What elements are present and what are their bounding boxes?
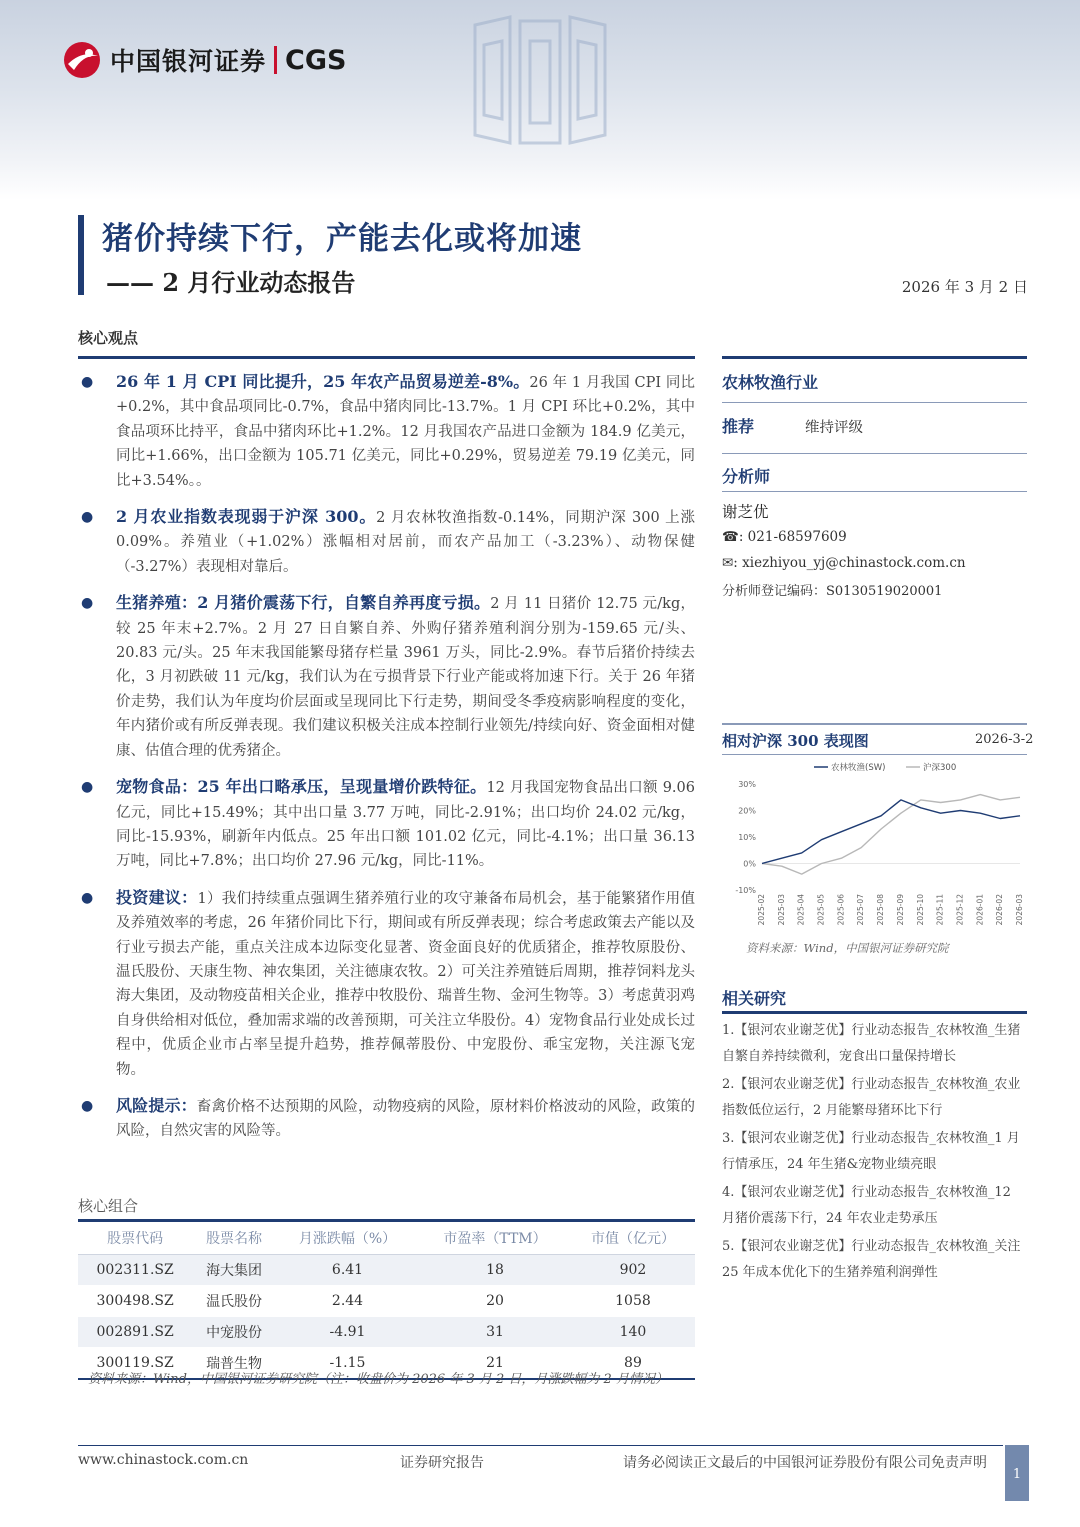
rating-label: 推荐 — [722, 417, 755, 436]
view-bullet — [78, 370, 695, 493]
x-tick-label: 2025-03 — [776, 894, 786, 926]
relative-performance-chart — [722, 758, 1027, 936]
table-cell: 瑞普生物 — [192, 1348, 276, 1380]
column-header: 月涨跌幅（%） — [276, 1221, 419, 1255]
bullet-body: 12 月我国宠物食品出口额 9.06 亿元，同比+15.49%；其中出口量 3.77 万吨，同比-2.91%；出口均价 24.02 元/kg，同比-15.93%，刷新年内低点。25 年出口额 101.02 亿元，同比-4.1%；出口量 36.13 万吨，同比+7.8%；出口均价 27.96 元/kg，同比-11%。 — [116, 780, 695, 870]
portfolio-table — [78, 1219, 695, 1380]
sidebar-rule — [722, 491, 1027, 492]
table-cell: 300119.SZ — [78, 1348, 192, 1380]
bullet-dot-icon: ● — [81, 779, 94, 796]
table-cell: 31 — [419, 1317, 571, 1348]
table-header-row — [78, 1221, 695, 1255]
bullet-body: 26 年 1 月我国 CPI 同比+0.2%，其中食品项同比-0.7%，食品中猪肉同比-13.7%。1 月 CPI 环比+0.2%，其中食品项环比持平，食品中猪肉环比+1.2%。12 月我国农产品进口金额为 184.9 亿美元，同比+1.66%，出口金额为 105.71 亿美元，同比+0.29%，贸易逆差 79.19 亿美元，同比+3.54%。。 — [116, 375, 695, 489]
rating-value: 维持评级 — [805, 420, 863, 436]
legend-label: 沪深300 — [923, 763, 957, 773]
related-list — [722, 1018, 1027, 1288]
x-tick-label: 2026-01 — [975, 894, 985, 926]
table-cell: -4.91 — [276, 1317, 419, 1348]
column-header: 市盈率（TTM） — [419, 1221, 571, 1255]
bullet-body: 1）我们持续重点强调生猪养殖行业的攻守兼备布局机会，基于能繁猪作用值及养殖效率的考虑，26 年猪价同比下行，期间或有所反弹表现；综合考虑政策去产能以及行业亏损去产能，重点关注成本边际变化显著、资金面良好的优质猪企，推荐牧原股份、温氏股份、天康生物、神农集团，关注德康农牧。2）可关注养殖链后周期，推荐饲料龙头海大集团，及动物疫苗相关企业，推荐中牧股份、瑞普生物、金河生物等。3）考虑黄羽鸡自身供给相对低位，叠加需求端的改善预期，可关注立华股份。4）宠物食品行业处成长过程中，优质企业市占率呈提升趋势，推荐佩蒂股份、中宠股份、乖宝宠物，关注源飞宠物。 — [116, 890, 695, 1078]
view-bullet — [78, 1094, 695, 1144]
chart-series — [762, 795, 1020, 875]
core-views-label: 核心观点 — [78, 329, 139, 347]
y-tick-label: 0% — [743, 859, 756, 869]
sidebar-top-rule — [722, 356, 1027, 359]
footer-website[interactable]: www.chinastock.com.cn — [78, 1452, 249, 1468]
x-tick-label: 2025-07 — [856, 894, 866, 926]
report-date: 2026 年 3 月 2 日 — [901, 278, 1028, 296]
title-accent-bar — [78, 215, 84, 295]
related-item[interactable]: 4.【银河农业谢芝优】行业动态报告_农林牧渔_12 月猪价震荡下行，24 年农业走势承压 — [722, 1185, 1011, 1226]
bullet-dot-icon: ● — [81, 509, 94, 526]
column-header: 股票代码 — [78, 1221, 192, 1255]
table-cell: 902 — [571, 1255, 695, 1286]
bullet-heading: 26 年 1 月 CPI 同比提升，25 年农产品贸易逆差-8%。 — [116, 372, 530, 391]
table-cell: 1058 — [571, 1286, 695, 1317]
chart-title-rule — [722, 754, 1027, 755]
x-tick-label: 2025-08 — [876, 894, 886, 926]
analyst-reg-code: 分析师登记编码：S0130519020001 — [722, 584, 943, 599]
x-tick-label: 2025-10 — [915, 894, 925, 926]
table-cell: 21 — [419, 1348, 571, 1380]
series-line — [762, 800, 1020, 864]
analyst-phone-row — [722, 529, 847, 545]
core-views-rule — [78, 356, 695, 359]
view-bullet — [78, 775, 695, 874]
portfolio-source: 资料来源：Wind，中国银河证券研究院（注：收盘价为 2026 年 3 月 2 日，月涨跌幅为 2 月情况） — [88, 1372, 668, 1387]
bullet-heading: 风险提示： — [116, 1095, 197, 1115]
x-tick-label: 2026-02 — [995, 894, 1005, 926]
table-cell: 20 — [419, 1286, 571, 1317]
sidebar-rule — [722, 402, 1027, 403]
report-subtitle: —— 2 月行业动态报告 — [106, 268, 356, 297]
column-header: 市值（亿元） — [571, 1221, 695, 1255]
view-bullet — [78, 591, 695, 763]
related-item[interactable]: 3.【银河农业谢芝优】行业动态报告_农林牧渔_1 月行情承压，24 年生猪&宠物业绩亮眼 — [722, 1131, 1020, 1172]
view-bullet — [78, 505, 695, 579]
chart-source: 资料来源：Wind，中国银河证券研究院 — [746, 941, 949, 955]
bullet-heading: 宠物食品：25 年出口略承压，呈现量增价跌特征。 — [116, 777, 487, 797]
y-tick-label: 10% — [738, 833, 756, 842]
analyst-email[interactable]: xiezhiyou_yj@chinastock.com.cn — [742, 555, 966, 571]
related-label: 相关研究 — [722, 989, 787, 1008]
x-tick-label: 2025-02 — [757, 894, 766, 926]
x-tick-label: 2025-04 — [796, 894, 806, 926]
table-row — [78, 1286, 695, 1317]
x-tick-label: 2025-11 — [935, 894, 945, 926]
related-rule — [722, 1011, 1027, 1014]
table-cell: 2.44 — [276, 1286, 419, 1317]
bullet-dot-icon: ● — [81, 889, 94, 906]
chart-axes — [735, 780, 1024, 925]
logo-name-en: CGS — [285, 44, 347, 76]
related-item[interactable]: 5.【银河农业谢芝优】行业动态报告_农林牧渔_关注 25 年成本优化下的生猪养殖利润弹性 — [722, 1239, 1021, 1280]
bullet-body: 畜禽价格不达预期的风险，动物疫病的风险，原材料价格波动的风险，政策的风险，自然灾害的风险等。 — [116, 1098, 695, 1140]
footer-disclaimer: 请务必阅读正文最后的中国银河证券股份有限公司免责声明 — [623, 1455, 987, 1471]
analyst-email-row — [722, 555, 966, 571]
footer-report-type: 证券研究报告 — [400, 1455, 484, 1471]
table-cell: 6.41 — [276, 1255, 419, 1286]
industry-name: 农林牧渔行业 — [722, 373, 819, 392]
chart-date: 2026-3-2 — [975, 732, 1034, 747]
table-cell: 300498.SZ — [78, 1286, 192, 1317]
logo-divider — [274, 46, 277, 74]
chart-top-rule — [722, 723, 1027, 725]
table-cell: 海大集团 — [192, 1255, 276, 1286]
chart-title: 相对沪深 300 表现图 — [722, 732, 869, 750]
bullet-body: 2 月农林牧渔指数-0.14%，同期沪深 300 上涨 0.09%。养殖业（+1.02%）涨幅相对居前，而农产品加工（-3.23%）、动物保健（-3.27%）表现相对靠后。 — [116, 510, 695, 575]
sidebar-rule — [722, 453, 1027, 454]
bullet-heading: 2 月农业指数表现弱于沪深 300。 — [116, 507, 377, 527]
phone-icon: ☎: — [722, 529, 744, 545]
series-line — [762, 795, 1020, 875]
report-title: 猪价持续下行，产能去化或将加速 — [102, 221, 582, 257]
analyst-phone: 021-68597609 — [747, 529, 847, 545]
email-icon: ✉: — [722, 555, 738, 571]
bullet-dot-icon: ● — [81, 595, 94, 612]
y-tick-label: 20% — [738, 806, 756, 816]
table-cell: 18 — [419, 1255, 571, 1286]
company-logo — [62, 40, 346, 80]
bullet-dot-icon: ● — [81, 374, 94, 390]
table-cell: 002311.SZ — [78, 1255, 192, 1286]
table-cell: 温氏股份 — [192, 1286, 276, 1317]
related-item[interactable]: 1.【银河农业谢芝优】行业动态报告_农林牧渔_生猪自繁自养持续微利，宠食出口量保持增长 — [722, 1023, 1021, 1064]
page-number: 1 — [1005, 1445, 1029, 1501]
core-views-list — [78, 370, 695, 1156]
table-cell: 140 — [571, 1317, 695, 1348]
bullet-body: 2 月 11 日猪价 12.75 元/kg，较 25 年末+2.7%。2 月 27 日自繁自养、外购仔猪养殖利润分别为-159.65 元/头、20.83 元/头。25 年末我国能繁母猪存栏量 3961 万头，同比-2.9%。春节后猪价持续去化，3 月初跌破 11 元/kg，我们认为在亏损背景下行业产能或将加速下行。关于 26 年猪价走势，我们认为年度均价层面或呈现同比下行走势，期间受冬季疫病影响程度的变化，年内猪价或有所反弹表现。我们建议积极关注成本控制行业领先/持续向好、资金面相对健康、估值合理的优秀猪企。 — [116, 596, 695, 759]
cgs-logo-icon — [62, 40, 102, 80]
table-cell: 002891.SZ — [78, 1317, 192, 1348]
x-tick-label: 2025-06 — [836, 894, 846, 926]
table-row — [78, 1255, 695, 1286]
portfolio-label: 核心组合 — [78, 1197, 139, 1215]
cgs-watermark-icon — [470, 15, 610, 150]
x-tick-label: 2025-09 — [895, 894, 905, 926]
analyst-name: 谢芝优 — [722, 503, 769, 521]
y-tick-label: -10% — [735, 886, 756, 895]
bullet-heading: 投资建议： — [116, 887, 198, 907]
column-header: 股票名称 — [192, 1221, 276, 1255]
legend-label: 农林牧渔(SW) — [831, 763, 886, 773]
bullet-dot-icon: ● — [81, 1097, 94, 1114]
x-tick-label: 2025-05 — [816, 894, 826, 926]
related-item[interactable]: 2.【银河农业谢芝优】行业动态报告_农林牧渔_农业指数低位运行，2 月能繁母猪环比下行 — [722, 1077, 1021, 1118]
chart-legend — [814, 762, 956, 773]
y-tick-label: 30% — [738, 780, 756, 789]
footer-rule — [78, 1445, 1003, 1446]
x-tick-label: 2025-12 — [955, 894, 965, 926]
table-cell: 89 — [571, 1348, 695, 1380]
table-row — [78, 1317, 695, 1348]
x-tick-label: 2026-03 — [1015, 894, 1024, 926]
table-cell: -1.15 — [276, 1348, 419, 1380]
table-cell: 中宠股份 — [192, 1317, 276, 1348]
bullet-heading: 生猪养殖：2 月猪价震荡下行，自繁自养再度亏损。 — [116, 593, 491, 613]
view-bullet — [78, 886, 695, 1082]
analyst-label: 分析师 — [722, 467, 771, 486]
logo-name-cn: 中国银河证券 — [110, 47, 267, 76]
